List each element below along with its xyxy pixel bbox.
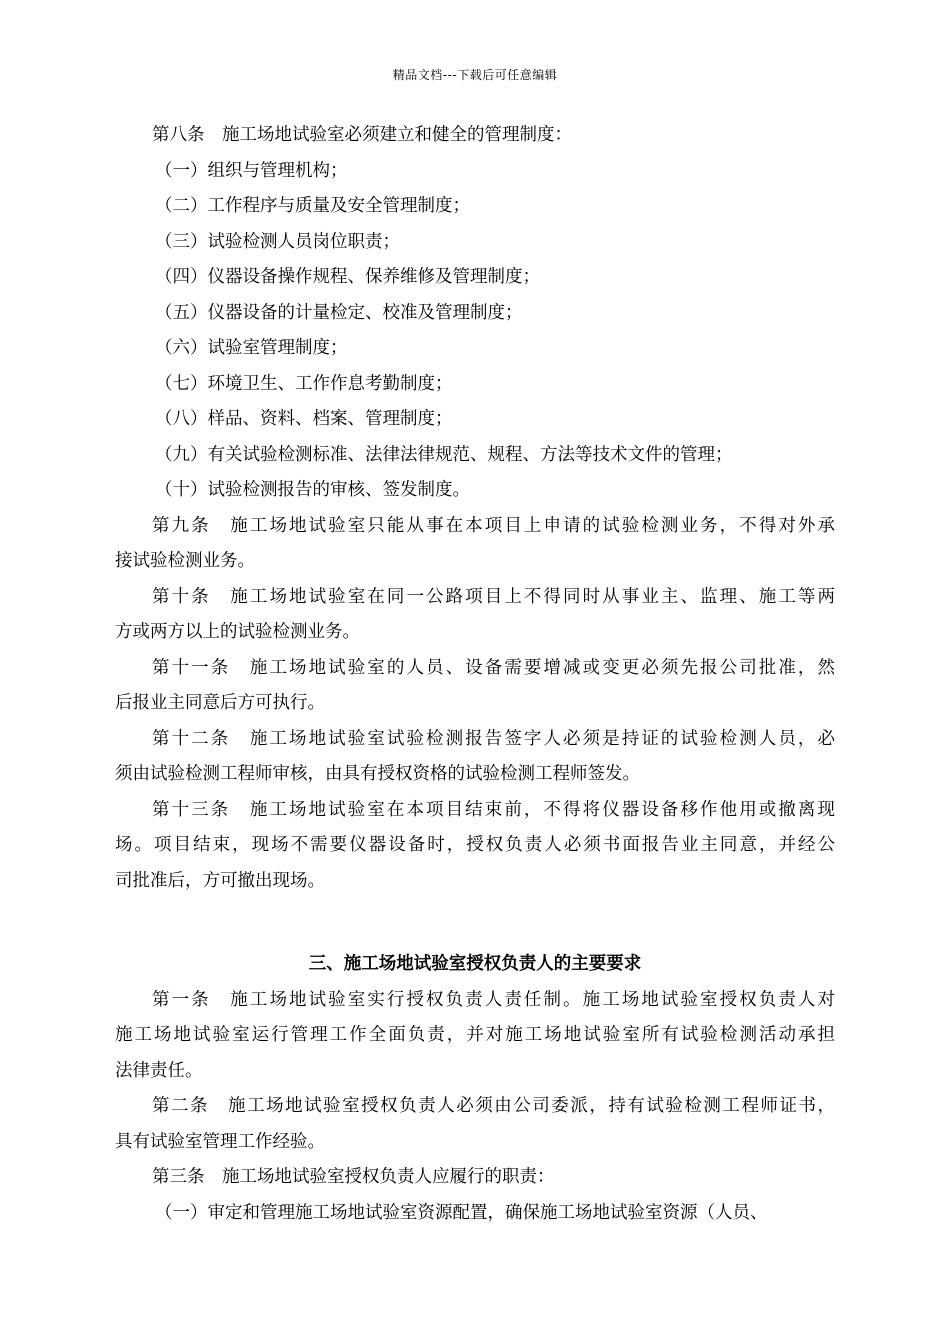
s3-article-1-line-2: 施工场地试验室运行管理工作全面负责，并对施工场地试验室所有试验检测活动承担	[115, 1025, 835, 1045]
list-item: （一）组织与管理机构；	[155, 160, 348, 181]
section-spacer	[115, 899, 835, 947]
article-9-line-2: 接试验检测业务。	[115, 551, 255, 571]
article-13-line-1: 第十三条 施工场地试验室在本项目结束前，不得将仪器设备移作他用或撤离现	[152, 799, 835, 820]
list-item: （五）仪器设备的计量检定、校准及管理制度；	[155, 302, 523, 323]
s3-article-2-line-2: 具有试验室管理工作经验。	[115, 1131, 325, 1152]
list-item: （一）审定和管理施工场地试验室资源配置，确保施工场地试验室资源（人员、	[155, 1202, 768, 1223]
list-item: （十）试验检测报告的审核、签发制度。	[155, 480, 470, 500]
article-10-line-2: 方或两方以上的试验检测业务。	[115, 622, 360, 642]
list-item: （三）试验检测人员岗位职责；	[155, 231, 400, 252]
list-item: （四）仪器设备操作规程、保养维修及管理制度；	[155, 267, 540, 287]
list-item: （八）样品、资料、档案、管理制度；	[155, 409, 453, 429]
article-13-line-2: 场。项目结束，现场不需要仪器设备时，授权负责人必须书面报告业主同意，并经公	[115, 835, 835, 855]
s3-article-1-line-1: 第一条 施工场地试验室实行授权负责人责任制。施工场地试验室授权负责人对	[152, 989, 835, 1010]
article-10-line-1: 第十条 施工场地试验室在同一公路项目上不得同时从事业主、监理、施工等两	[152, 586, 835, 607]
s3-article-1-line-3: 法律责任。	[115, 1060, 203, 1081]
list-item: （七）环境卫生、工作作息考勤制度；	[155, 373, 453, 394]
article-11-line-2: 后报业主同意后方可执行。	[115, 693, 325, 713]
section-3-heading: 三、施工场地试验室授权负责人的主要要求	[308, 954, 642, 974]
list-item: （九）有关试验检测标准、法律法律规范、规程、方法等技术文件的管理；	[155, 444, 733, 465]
list-item: （六）试验室管理制度；	[155, 338, 348, 358]
article-13-line-3: 司批准后，方可撤出现场。	[115, 870, 325, 891]
document-body	[115, 118, 835, 1231]
article-11-line-1: 第十一条 施工场地试验室的人员、设备需要增减或变更必须先报公司批准，然	[152, 657, 835, 678]
list-item: （二）工作程序与质量及安全管理制度；	[155, 196, 470, 216]
s3-article-3-title: 第三条 施工场地试验室授权负责人应履行的职责：	[152, 1167, 555, 1187]
s3-article-2-line-1: 第二条 施工场地试验室授权负责人必须由公司委派，持有试验检测工程师证书，	[152, 1096, 835, 1116]
article-8-title: 第八条 施工场地试验室必须建立和健全的管理制度：	[152, 125, 572, 145]
article-9-line-1: 第九条 施工场地试验室只能从事在本项目上申请的试验检测业务，不得对外承	[152, 515, 835, 536]
article-12-line-1: 第十二条 施工场地试验室试验检测报告签字人必须是持证的试验检测人员，必	[152, 728, 835, 749]
article-12-line-2: 须由试验检测工程师审核，由具有授权资格的试验检测工程师签发。	[115, 764, 640, 784]
page-header: 精品文档---下载后可任意编辑	[392, 68, 558, 82]
